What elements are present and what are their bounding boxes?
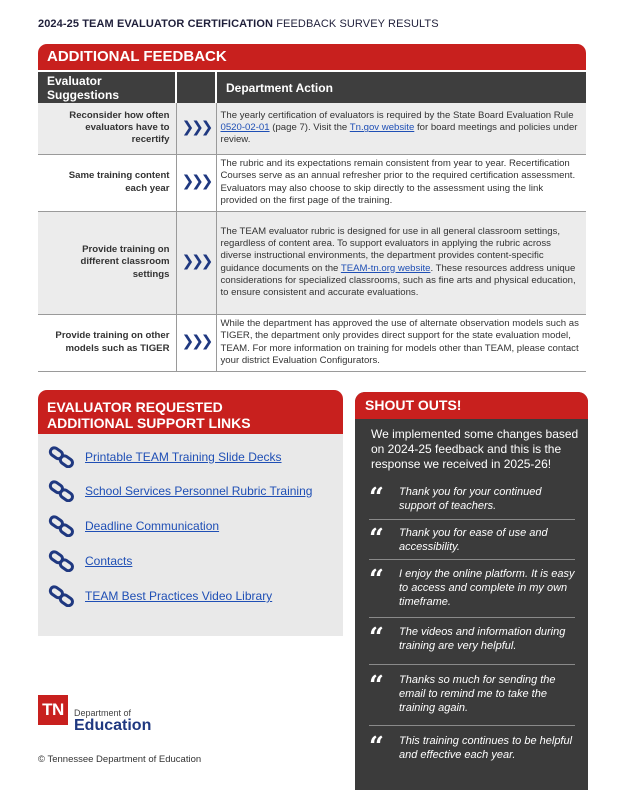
quote-icon: “: [369, 483, 384, 513]
action-text: While the department has approved the use of alternate observation models such as TIGER, the department only provides direct support for the state evaluation model, TEAM. For more information on training for models other than TEAM, please contact your district Evaluation Configurators.: [220, 318, 579, 366]
feedback-table: [38, 72, 586, 372]
suggestion-cell: Provide training on other models such as TIGER: [38, 314, 176, 371]
action-text: The TEAM evaluator rubric is designed for use in all general classroom settings, regardless of content area. To support evaluators in applying the rubric across diverse instructional environments, the department provides content-specific guidance documents on the: [220, 225, 560, 274]
quote-text: The videos and information during training are very helpful.: [399, 626, 566, 652]
support-link-item[interactable]: [48, 480, 312, 502]
action-cell: [216, 103, 586, 154]
support-links-panel: [38, 434, 343, 636]
shout-outs-intro: We implemented some changes based on 2024-25 feedback and this is the response we received in 2025-26!: [371, 427, 579, 471]
table-row: [38, 154, 586, 211]
action-text: for board meetings and policies under review.: [220, 122, 578, 146]
header-title-bold: 2024-25 TEAM EVALUATOR CERTIFICATION: [38, 18, 274, 30]
action-text: The rubric and its expectations remain consistent from year to year. Recertification Courses serve as an annual refresher prior to the required certification assessment. Evaluators may also choose to skip directly to the assessment using the link provided on the first page of the training.: [220, 158, 576, 206]
shout-outs-heading: SHOUT OUTS!: [355, 392, 588, 419]
support-links-heading-line2: ADDITIONAL SUPPORT LINKS: [47, 415, 251, 431]
action-text: The yearly certification of evaluators is required by the State Board Evaluation Rule: [220, 109, 574, 121]
quote-text: I enjoy the online platform. It is easy to access and complete in my own timeframe.: [399, 568, 575, 608]
chain-link-icon: [48, 550, 76, 572]
divider: [369, 559, 575, 560]
chevron-right-icon: ❯❯❯: [176, 314, 216, 371]
support-link-slide-decks[interactable]: Printable TEAM Training Slide Decks: [85, 450, 282, 464]
support-link-item[interactable]: [48, 550, 132, 572]
chevron-right-icon: ❯❯❯: [176, 103, 216, 154]
team-tn-link[interactable]: TEAM-tn.org website: [340, 262, 431, 274]
quote-text: Thanks so much for sending the email to remind me to take the training again.: [399, 674, 556, 714]
quote-icon: “: [369, 732, 384, 762]
support-links-heading-line1: EVALUATOR REQUESTED: [47, 399, 223, 415]
shout-outs-panel: [355, 392, 588, 790]
document-header: [38, 18, 439, 30]
divider: [369, 617, 575, 618]
quote-icon: “: [369, 524, 384, 554]
quote-icon: “: [369, 623, 384, 653]
support-links-heading: [38, 390, 343, 434]
suggestion-cell: Provide training on different classroom settings: [38, 211, 176, 314]
support-link-video-library[interactable]: TEAM Best Practices Video Library: [85, 589, 273, 603]
rule-link[interactable]: 0520-02-01: [220, 122, 270, 134]
quote-icon: “: [369, 671, 384, 701]
table-header-row: [38, 72, 586, 103]
chevron-right-icon: ❯❯❯: [176, 154, 216, 211]
action-text: . These resources address unique considerations for specialized classrooms, such as fine arts and physical education, to ensure consistent and accurate evaluations.: [220, 262, 576, 298]
tn-gov-link[interactable]: Tn.gov website: [349, 122, 415, 134]
header-title-rest: FEEDBACK SURVEY RESULTS: [273, 18, 439, 30]
quote-icon: “: [369, 565, 384, 595]
table-row: [38, 314, 586, 371]
chain-link-icon: [48, 515, 76, 537]
suggestion-cell: Same training content each year: [38, 154, 176, 211]
action-cell: [216, 314, 586, 371]
action-cell: [216, 154, 586, 211]
tn-logo-mark: TN: [38, 695, 68, 725]
divider: [369, 519, 575, 520]
col-header-suggestions: Evaluator Suggestions: [38, 72, 176, 103]
quote-text: Thank you for your continued support of teachers.: [399, 486, 542, 512]
additional-feedback-heading: ADDITIONAL FEEDBACK: [38, 44, 586, 70]
quote-text: Thank you for ease of use and accessibility.: [399, 527, 548, 553]
support-link-contacts[interactable]: Contacts: [85, 554, 133, 568]
divider: [369, 664, 575, 665]
chain-link-icon: [48, 480, 76, 502]
chain-link-icon: [48, 585, 76, 607]
suggestion-cell: Reconsider how often evaluators have to recertify: [38, 103, 176, 154]
col-header-action: Department Action: [216, 72, 586, 103]
logo-education-text: Education: [74, 717, 152, 734]
action-text: (page 7). Visit the: [269, 122, 350, 134]
support-link-rubric-training[interactable]: School Services Personnel Rubric Training: [85, 484, 313, 498]
support-link-item[interactable]: [48, 585, 272, 607]
divider: [369, 725, 575, 726]
support-link-item[interactable]: [48, 446, 282, 468]
quote-text: This training continues to be helpful and effective each year.: [399, 735, 573, 761]
table-row: [38, 211, 586, 314]
table-row: [38, 103, 586, 154]
chain-link-icon: [48, 446, 76, 468]
action-cell: [216, 211, 586, 314]
support-link-deadline[interactable]: Deadline Communication: [85, 519, 220, 533]
chevron-right-icon: ❯❯❯: [176, 211, 216, 314]
logo-department-text: Department of: [74, 708, 132, 718]
support-link-item[interactable]: [48, 515, 219, 537]
copyright-text: © Tennessee Department of Education: [38, 754, 202, 765]
col-header-spacer: [176, 72, 216, 103]
